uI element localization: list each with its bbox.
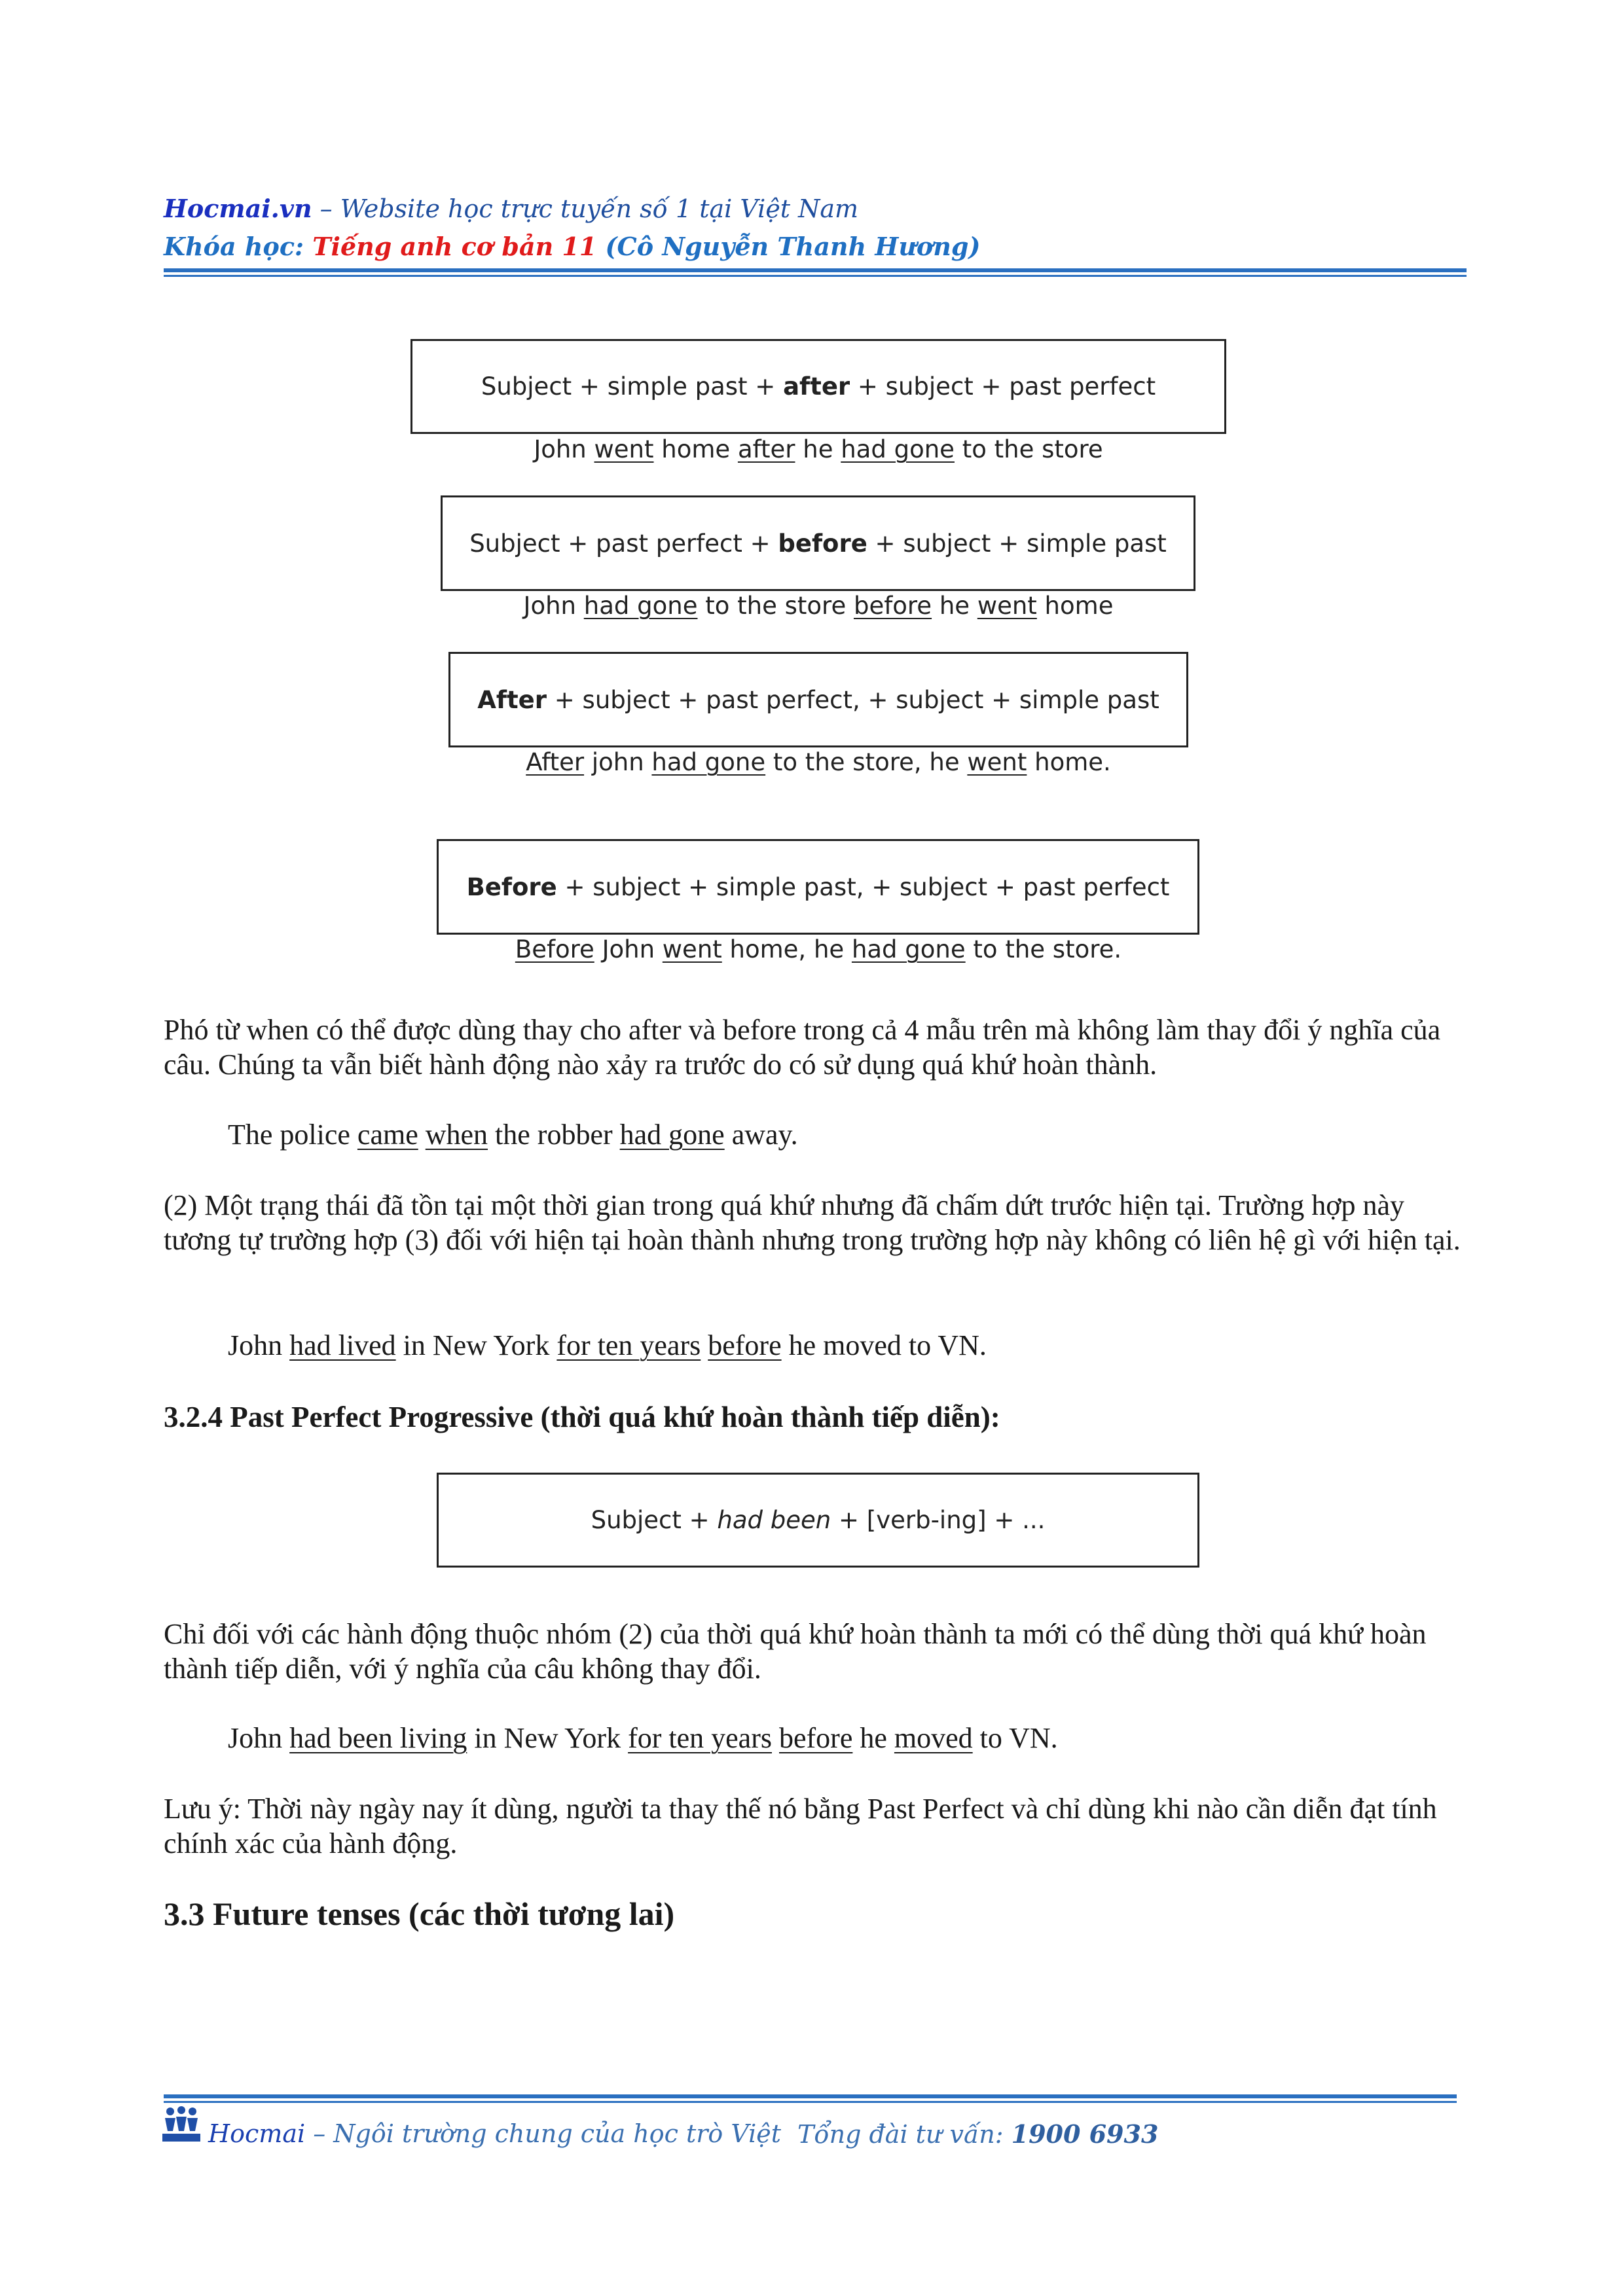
hocmai-logo-icon[interactable] (161, 2106, 202, 2146)
formula-example: Before John went home, he had gone to the store. (515, 935, 1122, 963)
formula-example: After john had gone to the store, he went home. (526, 748, 1111, 776)
example-police: The police came when the robber had gone away. (228, 1119, 798, 1151)
example-lived: John had lived in New York for ten years before he moved to VN. (228, 1329, 987, 1361)
formula-box-progressive (437, 1473, 1199, 1568)
header-rule-thin (164, 275, 1467, 277)
header-course-line (164, 232, 980, 261)
header-course-name: Tiếng anh cơ bản 11 (312, 232, 597, 261)
formula-box-before-initial (437, 839, 1199, 935)
paragraph-state: (2) Một trạng thái đã tồn tại một thời gian trong quá khứ nhưng đã chấm dứt trước hiện tại. Trường hợp này tương tự trường hợp (3) đối với hiện tại hoàn thành nhưng trong trường hợp này không có liên hệ gì với hiện tại. (164, 1189, 1461, 1256)
formula-box-after-initial (448, 652, 1188, 747)
header-course-label: Khóa học: (164, 232, 313, 261)
formula-text: Subject + had been + [verb-ing] + ... (591, 1506, 1046, 1534)
footer-rule-thin (164, 2101, 1457, 2103)
footer-brand-link[interactable]: Hocmai (208, 2119, 306, 2148)
formula-box-before (441, 495, 1195, 591)
footer-rule-thick (164, 2094, 1457, 2098)
footer-slogan: Hocmai – Ngôi trường chung của học trò Việt (208, 2119, 782, 2148)
paragraph-note: Lưu ý: Thời này ngày nay ít dùng, người ta thay thế nó bằng Past Perfect và chỉ dùng khi nào cần diễn đạt tính chính xác của hành động. (164, 1793, 1437, 1859)
header-rule-thick (164, 268, 1467, 272)
formula-example: John had gone to the store before he went home (523, 592, 1114, 620)
heading-future-tenses: 3.3 Future tenses (các thời tương lai) (164, 1895, 675, 1932)
footer-hotline-number[interactable]: 1900 6933 (1011, 2119, 1159, 2149)
heading-past-perfect-progressive: 3.2.4 Past Perfect Progressive (thời quá khứ hoàn thành tiếp diễn): (164, 1401, 1000, 1433)
paragraph-progressive: Chỉ đối với các hành động thuộc nhóm (2) của thời quá khứ hoàn thành ta mới có thể dùng thời quá khứ hoàn thành tiếp diễn, với ý nghĩa của câu không thay đổi. (164, 1618, 1427, 1685)
header-site-line (164, 194, 858, 223)
header-teacher: (Cô Nguyễn Thanh Hương) (596, 232, 981, 261)
footer-hotline: Tổng đài tư vấn: 1900 6933 (797, 2119, 1159, 2149)
formula-example: John went home after he had gone to the store (534, 435, 1103, 463)
formula-text: After + subject + past perfect, + subject + simple past (477, 685, 1159, 714)
formula-box-after (410, 339, 1226, 434)
paragraph-when: Phó từ when có thể được dùng thay cho after và before trong cả 4 mẫu trên mà không làm thay đổi ý nghĩa của câu. Chúng ta vẫn biết hành động nào xảy ra trước do có sử dụng quá khứ hoàn thành. (164, 1014, 1441, 1081)
formula-text: Subject + past perfect + before + subject + simple past (469, 529, 1167, 558)
formula-text: Before + subject + simple past, + subject + past perfect (466, 872, 1170, 901)
header-brand-link[interactable]: Hocmai.vn (164, 194, 312, 223)
example-living: John had been living in New York for ten years before he moved to VN. (228, 1722, 1058, 1754)
formula-text: Subject + simple past + after + subject + past perfect (481, 372, 1156, 401)
header-tagline: – Website học trực tuyến số 1 tại Việt Nam (312, 194, 859, 223)
